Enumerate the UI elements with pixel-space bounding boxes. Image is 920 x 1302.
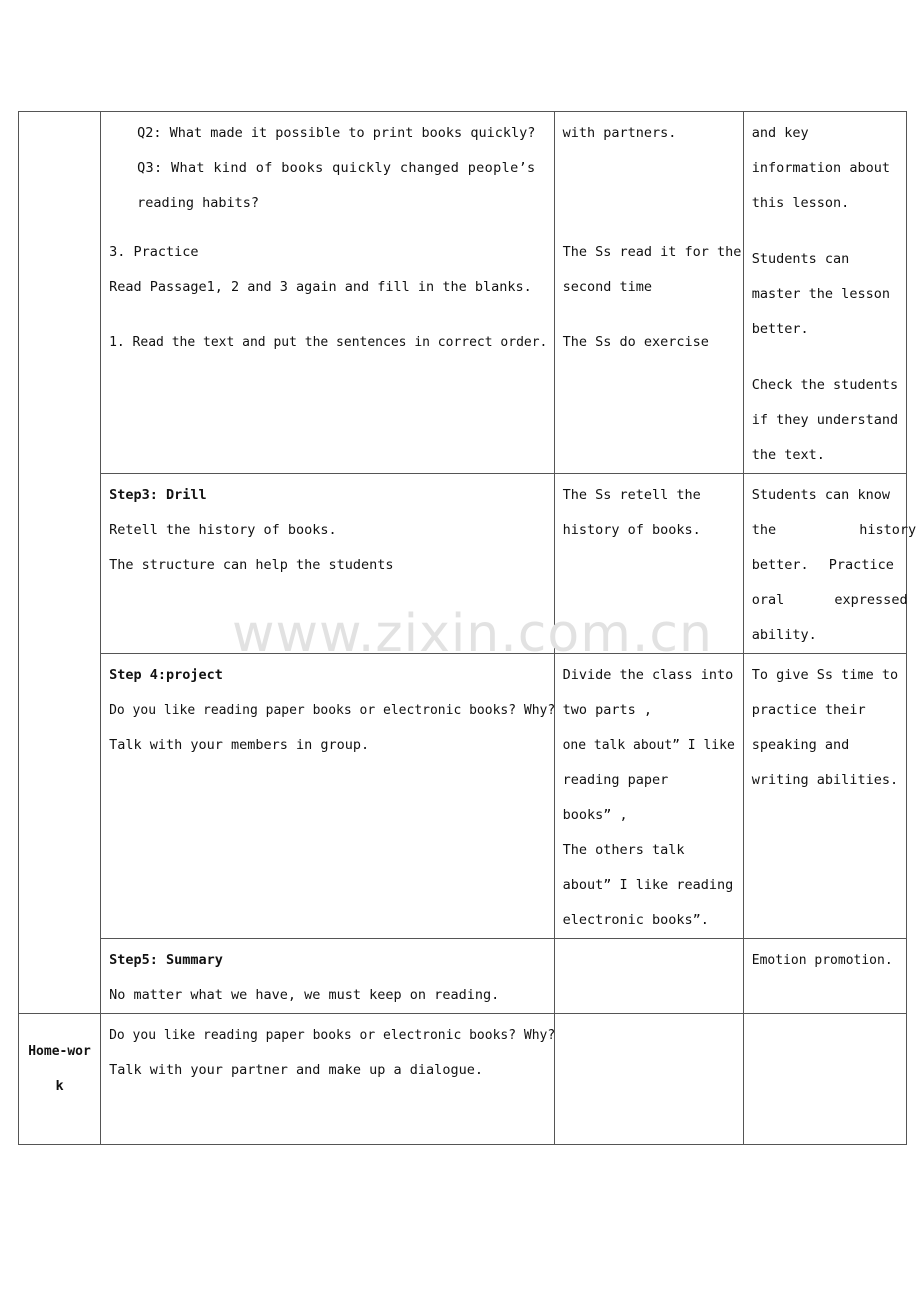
- content-cell: [101, 654, 555, 939]
- step-label-cell: [19, 112, 101, 1014]
- content-line: Retell the history of books.: [109, 522, 337, 538]
- activity-cell: [554, 112, 743, 474]
- activity-cell: [554, 939, 743, 1014]
- activity-line: one talk about” I like: [562, 738, 735, 753]
- content-line: Talk with your partner and make up a dialogue.: [109, 1062, 483, 1078]
- activity-line: about” I like reading: [562, 877, 734, 893]
- purpose-line: the text.: [751, 447, 825, 463]
- purpose-line: Emotion promotion.: [751, 953, 893, 968]
- activity-line: books” ,: [562, 807, 628, 823]
- purpose-cell: [743, 939, 906, 1014]
- activity-line: with partners.: [562, 125, 677, 141]
- content-line: Talk with your members in group.: [109, 737, 370, 753]
- homework-label-cell: [19, 1014, 101, 1145]
- activity-line: The others talk: [562, 842, 685, 858]
- watermark: www.zixin.com.cn: [232, 604, 713, 664]
- purpose-line: practice their: [751, 702, 866, 718]
- table-row: [19, 1014, 907, 1145]
- purpose-line: better. Practice: [751, 557, 894, 573]
- step-heading: Step5: Summary: [109, 952, 223, 968]
- activity-cell: [554, 654, 743, 939]
- practice-instruction: Read Passage1, 2 and 3 again and fill in the blanks.: [109, 279, 532, 295]
- purpose-line: ability.: [751, 627, 817, 643]
- activity-cell: [554, 474, 743, 654]
- table-row: [19, 112, 907, 474]
- homework-label: Home-wor: [28, 1044, 91, 1059]
- purpose-line: Check the students: [751, 377, 899, 393]
- activity-line: The Ss retell the: [562, 487, 701, 503]
- order-instruction: 1. Read the text and put the sentences in correct order.: [109, 335, 548, 350]
- content-cell: [101, 474, 555, 654]
- activity-line: electronic books”.: [562, 912, 709, 928]
- table-row: [19, 939, 907, 1014]
- purpose-line: if they understand: [751, 412, 899, 428]
- content-cell: [101, 939, 555, 1014]
- activity-line: reading paper: [562, 772, 669, 788]
- purpose-line: oral expressed: [751, 592, 908, 608]
- purpose-line: and key: [751, 125, 809, 141]
- purpose-line: writing abilities.: [751, 772, 899, 788]
- purpose-cell: [743, 654, 906, 939]
- table-row: [19, 654, 907, 939]
- purpose-line: master the lesson: [751, 286, 890, 302]
- purpose-cell: [743, 474, 917, 654]
- step-heading: Step 4:project: [109, 667, 223, 683]
- purpose-line: information about: [751, 160, 890, 176]
- purpose-line: better.: [751, 321, 809, 337]
- activity-line: history of books.: [562, 522, 701, 538]
- content-cell: [101, 112, 555, 474]
- lesson-plan-table: [18, 111, 917, 1145]
- activity-cell: [554, 1014, 743, 1145]
- activity-line: The Ss do exercise: [562, 334, 709, 350]
- purpose-line: Students can know: [751, 487, 890, 503]
- purpose-line: speaking and: [751, 737, 850, 753]
- content-line: No matter what we have, we must keep on reading.: [109, 987, 500, 1003]
- homework-label-cont: k: [55, 1078, 64, 1094]
- content-line: Do you like reading paper books or electronic books? Why?: [109, 703, 556, 718]
- practice-heading: 3. Practice: [109, 244, 199, 260]
- activity-line: The Ss read it for the: [562, 244, 742, 260]
- purpose-line: the history: [751, 522, 917, 538]
- activity-line: second time: [562, 279, 652, 295]
- purpose-cell: [743, 112, 906, 474]
- content-line: The structure can help the students: [109, 557, 394, 573]
- purpose-line: To give Ss time to: [751, 667, 899, 683]
- content-cell: [101, 1014, 555, 1145]
- step-heading: Step3: Drill: [109, 487, 207, 503]
- purpose-cell: [743, 1014, 906, 1145]
- activity-line: Divide the class into: [562, 667, 734, 683]
- activity-line: two parts ,: [562, 702, 652, 718]
- question-q3: Q3: What kind of books quickly changed people’s: [137, 160, 536, 176]
- question-q2: Q2: What made it possible to print books quickly?: [137, 125, 536, 141]
- purpose-line: this lesson.: [751, 195, 850, 211]
- question-q3-cont: reading habits?: [137, 195, 259, 211]
- content-line: Do you like reading paper books or electronic books? Why?: [109, 1028, 556, 1043]
- purpose-line: Students can: [751, 251, 850, 267]
- table-row: [19, 474, 907, 654]
